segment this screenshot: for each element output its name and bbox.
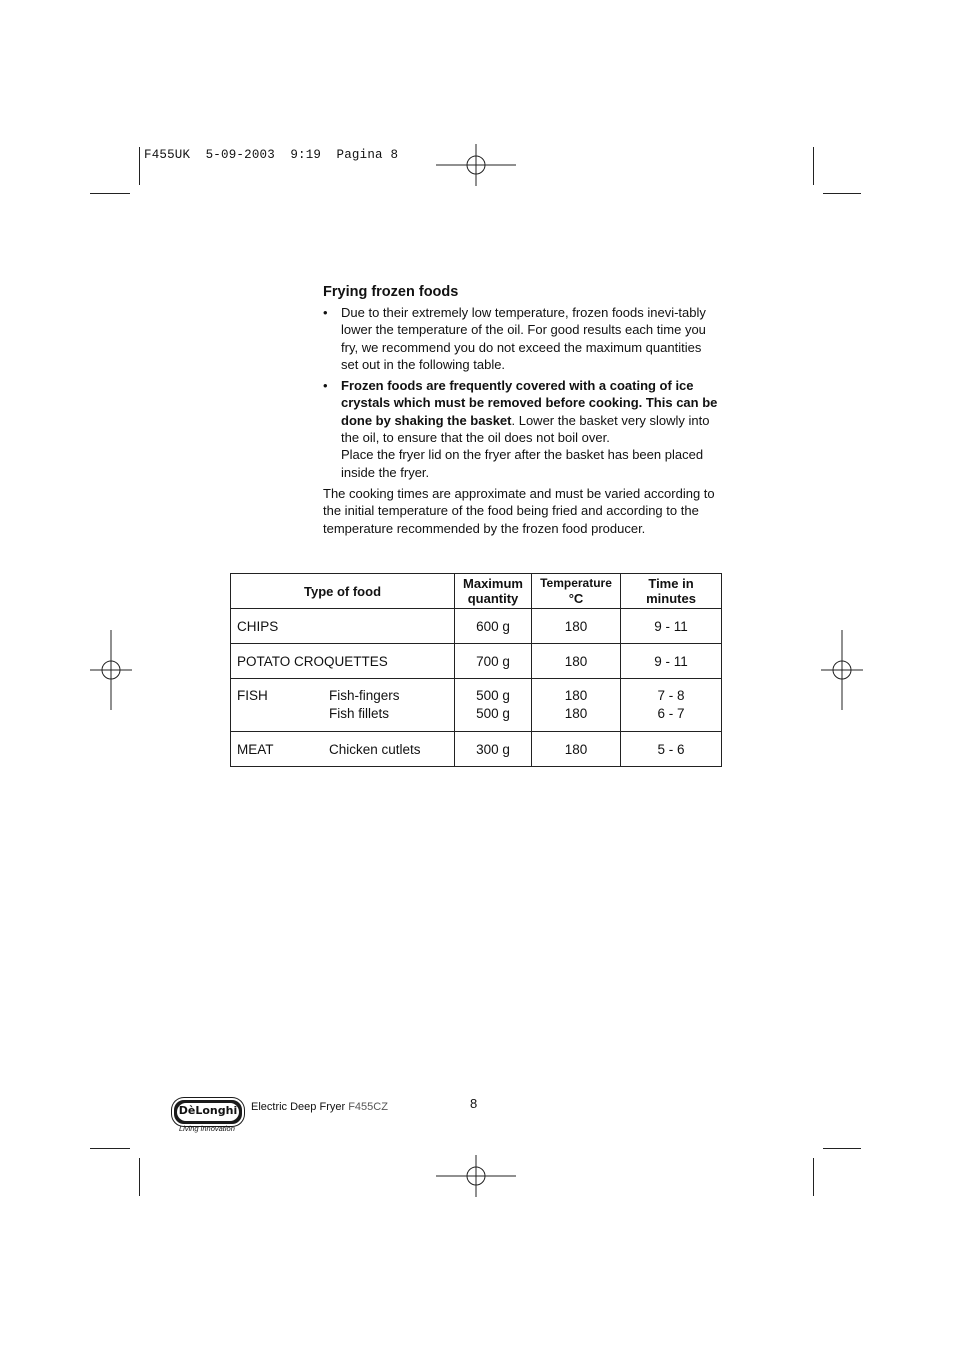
time-cell: [621, 679, 722, 732]
quantity-cell: [455, 679, 532, 732]
crop-mark: [139, 1158, 140, 1196]
quantity-value: 500 g: [476, 706, 510, 721]
product-title: Electric Deep Fryer: [251, 1101, 346, 1113]
section-heading: Frying frozen foods: [323, 284, 459, 300]
temperature-value: 180: [564, 706, 588, 721]
bullet-item: [323, 304, 718, 373]
header-line: minutes: [646, 591, 696, 606]
food-type: FISH: [237, 688, 268, 703]
food-type-cell: [231, 679, 455, 732]
food-subtypes: [329, 687, 400, 723]
crop-mark: [813, 147, 814, 185]
brand-tagline: Living innovation: [179, 1124, 235, 1133]
food-type-cell: [231, 609, 455, 644]
frozen-foods-table: [230, 573, 722, 767]
registration-mark-icon: [90, 630, 132, 710]
temperature-cell: 180: [532, 609, 621, 644]
header-line: quantity: [467, 591, 519, 606]
temperature-cell: 180: [532, 644, 621, 679]
header-line: Temperature: [540, 576, 612, 590]
table-header-row: [231, 574, 722, 609]
quantity-cell: 700 g: [455, 644, 532, 679]
header-line: °C: [568, 591, 584, 606]
time-cell: 9 - 11: [621, 644, 722, 679]
crop-mark: [90, 1148, 130, 1149]
food-type: POTATO CROQUETTES: [237, 653, 388, 669]
product-name: [251, 1101, 388, 1113]
brand-name: DèLonghi: [177, 1103, 239, 1121]
table-row: [231, 679, 722, 732]
printer-slug: F455UK 5-09-2003 9:19 Pagina 8: [144, 148, 399, 162]
page-number: 8: [470, 1096, 478, 1111]
time-cell: 9 - 11: [621, 609, 722, 644]
bullet-text: Due to their extremely low temperature, frozen foods inevi-tably lower the temperature of the oil. For good results each time you fry, we recommend you do not exceed the maximum quantities set out in the following table.: [341, 305, 706, 372]
header-time-in-minutes: [621, 574, 722, 609]
header-temperature: [532, 574, 621, 609]
product-model: F455CZ: [348, 1101, 388, 1113]
food-subtype: Chicken cutlets: [329, 741, 421, 757]
bullet-bold-text: Frozen foods are frequently covered with a coating of ice crystals which must be removed before cooking. This can be done by shaking the basket: [341, 378, 718, 428]
frozen-foods-section: [323, 282, 718, 537]
header-line: Maximum: [463, 576, 523, 591]
bullet-item: [323, 377, 718, 481]
bullet-extra-text: Place the fryer lid on the fryer after the basket has been placed inside the fryer.: [341, 447, 704, 480]
food-subtype: Fish fillets: [329, 706, 390, 721]
delonghi-logo: [172, 1098, 244, 1126]
header-type-of-food: Type of food: [231, 574, 455, 609]
bullet-text: . Lower the basket very slowly into the oil, to ensure that the oil does not boil over.: [341, 412, 710, 446]
registration-mark-icon: [821, 630, 863, 710]
food-type-cell: [231, 644, 455, 679]
crop-mark: [813, 1158, 814, 1196]
food-type: MEAT: [237, 741, 274, 757]
crop-mark: [139, 147, 140, 185]
table-row: [231, 732, 722, 767]
table-row: [231, 644, 722, 679]
food-subtype: Fish-fingers: [329, 688, 400, 703]
crop-mark: [823, 1148, 861, 1149]
food-type-cell: [231, 732, 455, 767]
quantity-value: 500 g: [476, 688, 510, 703]
registration-mark-icon: [436, 1155, 516, 1197]
bullet-marker: •: [323, 378, 328, 394]
food-type: CHIPS: [237, 618, 279, 634]
header-line: Time in: [648, 576, 694, 591]
crop-mark: [90, 193, 130, 194]
bullet-marker: •: [323, 305, 328, 320]
temperature-value: 180: [564, 688, 588, 703]
temperature-cell: 180: [532, 732, 621, 767]
cooking-times-note: The cooking times are approximate and must be varied according to the initial temperature of the food being fried and according to the temperature recommended by the frozen food producer.: [323, 485, 715, 536]
header-max-quantity: [455, 574, 532, 609]
table-row: [231, 609, 722, 644]
crop-mark: [823, 193, 861, 194]
quantity-cell: 300 g: [455, 732, 532, 767]
time-value: 6 - 7: [657, 706, 685, 721]
registration-mark-icon: [436, 144, 516, 186]
quantity-cell: 600 g: [455, 609, 532, 644]
time-value: 7 - 8: [657, 688, 685, 703]
time-cell: 5 - 6: [621, 732, 722, 767]
temperature-cell: [532, 679, 621, 732]
